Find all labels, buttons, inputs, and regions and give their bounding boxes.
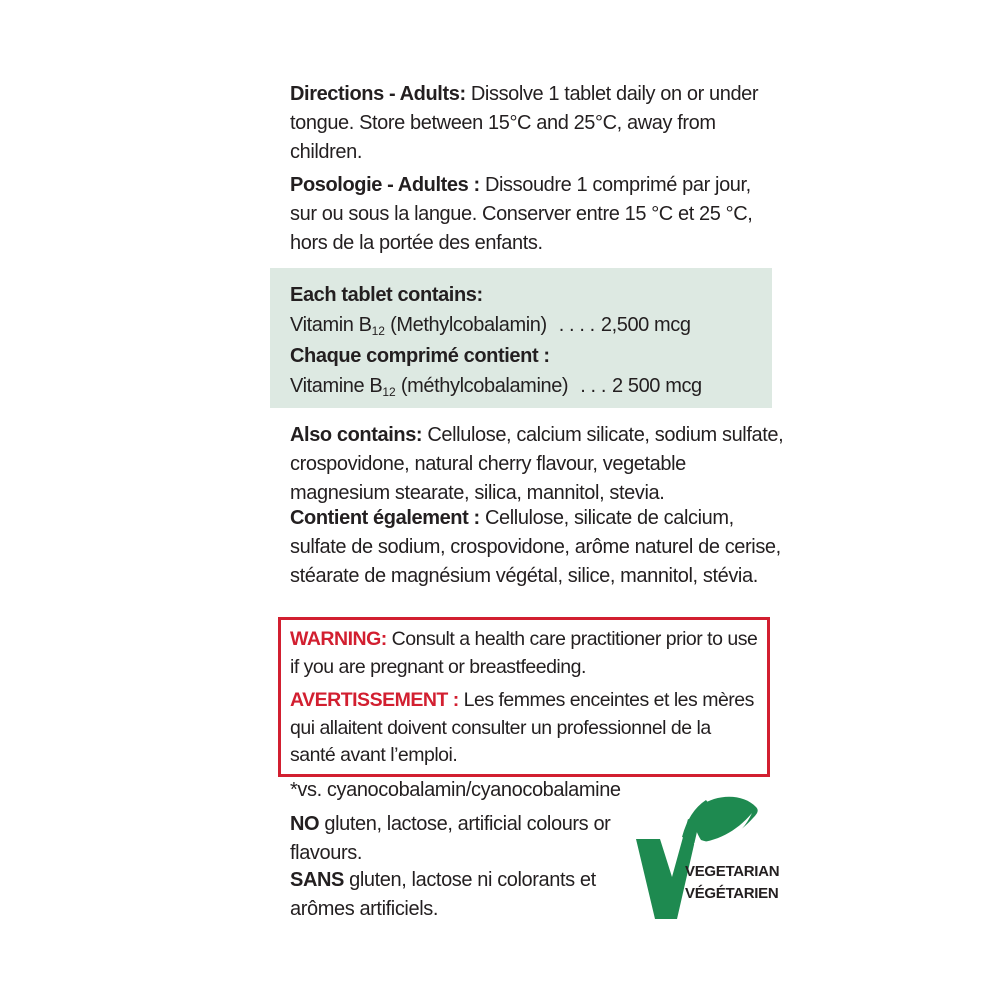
directions-en-label: Directions - Adults: — [290, 83, 466, 105]
vitamin-b12-row-en — [290, 311, 758, 343]
vitamin-name-fr-prefix: Vitamine B — [290, 374, 383, 397]
also-contains-en-label: Also contains: — [290, 424, 423, 446]
also-contains-fr-label: Contient également : — [290, 507, 480, 529]
directions-fr-paragraph — [290, 171, 782, 258]
leader-dots-fr: . . . — [580, 374, 606, 397]
vegetarian-label-en: VEGETARIAN — [685, 863, 780, 880]
directions-en-paragraph — [290, 80, 782, 167]
warning-fr-paragraph — [290, 687, 759, 770]
vitamin-b12-subscript-en: 12 — [371, 323, 385, 338]
directions-fr-label: Posologie - Adultes : — [290, 174, 480, 196]
warning-fr-label: AVERTISSEMENT : — [290, 689, 459, 711]
directions-en-text: Dissolve 1 tablet daily on or under tongue. Store between 15°C and 25°C, away from children. — [290, 83, 759, 163]
leader-dots-en: . . . . — [558, 313, 595, 336]
ingredients-heading-fr: Chaque comprimé contient : — [290, 345, 550, 367]
vitamin-b12-row-fr — [290, 372, 758, 404]
no-statement-fr-text: gluten, lactose ni colorants et arômes artificiels. — [290, 869, 596, 920]
ingredients-heading-en: Each tablet contains: — [290, 284, 483, 306]
vitamin-amount-fr: 2 500 mcg — [611, 374, 702, 397]
also-contains-en-paragraph — [290, 421, 786, 508]
vitamin-name-en-prefix: Vitamin B — [290, 313, 372, 336]
warning-fr-text: Les femmes enceintes et les mères qui allaitent doivent consulter un professionnel de la santé avant l’emploi. — [290, 689, 754, 766]
footnote-vs-cyanocobalamin: *vs. cyanocobalamin/cyanocobalamine — [290, 779, 621, 801]
also-contains-en-text: Cellulose, calcium silicate, sodium sulfate, crospovidone, natural cherry flavour, vegetable magnesium stearate, silica, mannitol, stevia. — [290, 424, 784, 504]
warning-en-label: WARNING: — [290, 628, 387, 650]
vitamin-name-en-suffix: (Methylcobalamin) — [384, 313, 547, 336]
also-contains-fr-paragraph — [290, 504, 786, 591]
ingredients-panel — [270, 268, 772, 408]
vegetarian-label-fr: VÉGÉTARIEN — [685, 885, 779, 902]
warning-en-paragraph — [290, 626, 759, 681]
also-contains-fr-text: Cellulose, silicate de calcium, sulfate de sodium, crospovidone, arôme naturel de cerise, stéarate de magnésium végétal, silice, mannitol, stévia. — [290, 507, 781, 587]
warning-en-text: Consult a health care practitioner prior to use if you are pregnant or breastfeeding. — [290, 628, 758, 678]
no-statement-en — [290, 810, 626, 868]
vitamin-amount-en: 2,500 mcg — [600, 313, 691, 336]
warning-box — [278, 617, 770, 777]
no-statement-fr-label: SANS — [290, 869, 344, 891]
vegetarian-logo — [630, 795, 780, 930]
no-statement-fr — [290, 866, 626, 924]
no-statement-en-text: gluten, lactose, artificial colours or flavours. — [290, 813, 611, 864]
vitamin-b12-subscript-fr: 12 — [382, 384, 396, 399]
vitamin-name-fr-suffix: (méthylcobalamine) — [395, 374, 569, 397]
no-statement-en-label: NO — [290, 813, 320, 835]
directions-fr-text: Dissoudre 1 comprimé par jour, sur ou sous la langue. Conserver entre 15 °C et 25 °C, hors de la portée des enfants. — [290, 174, 753, 254]
